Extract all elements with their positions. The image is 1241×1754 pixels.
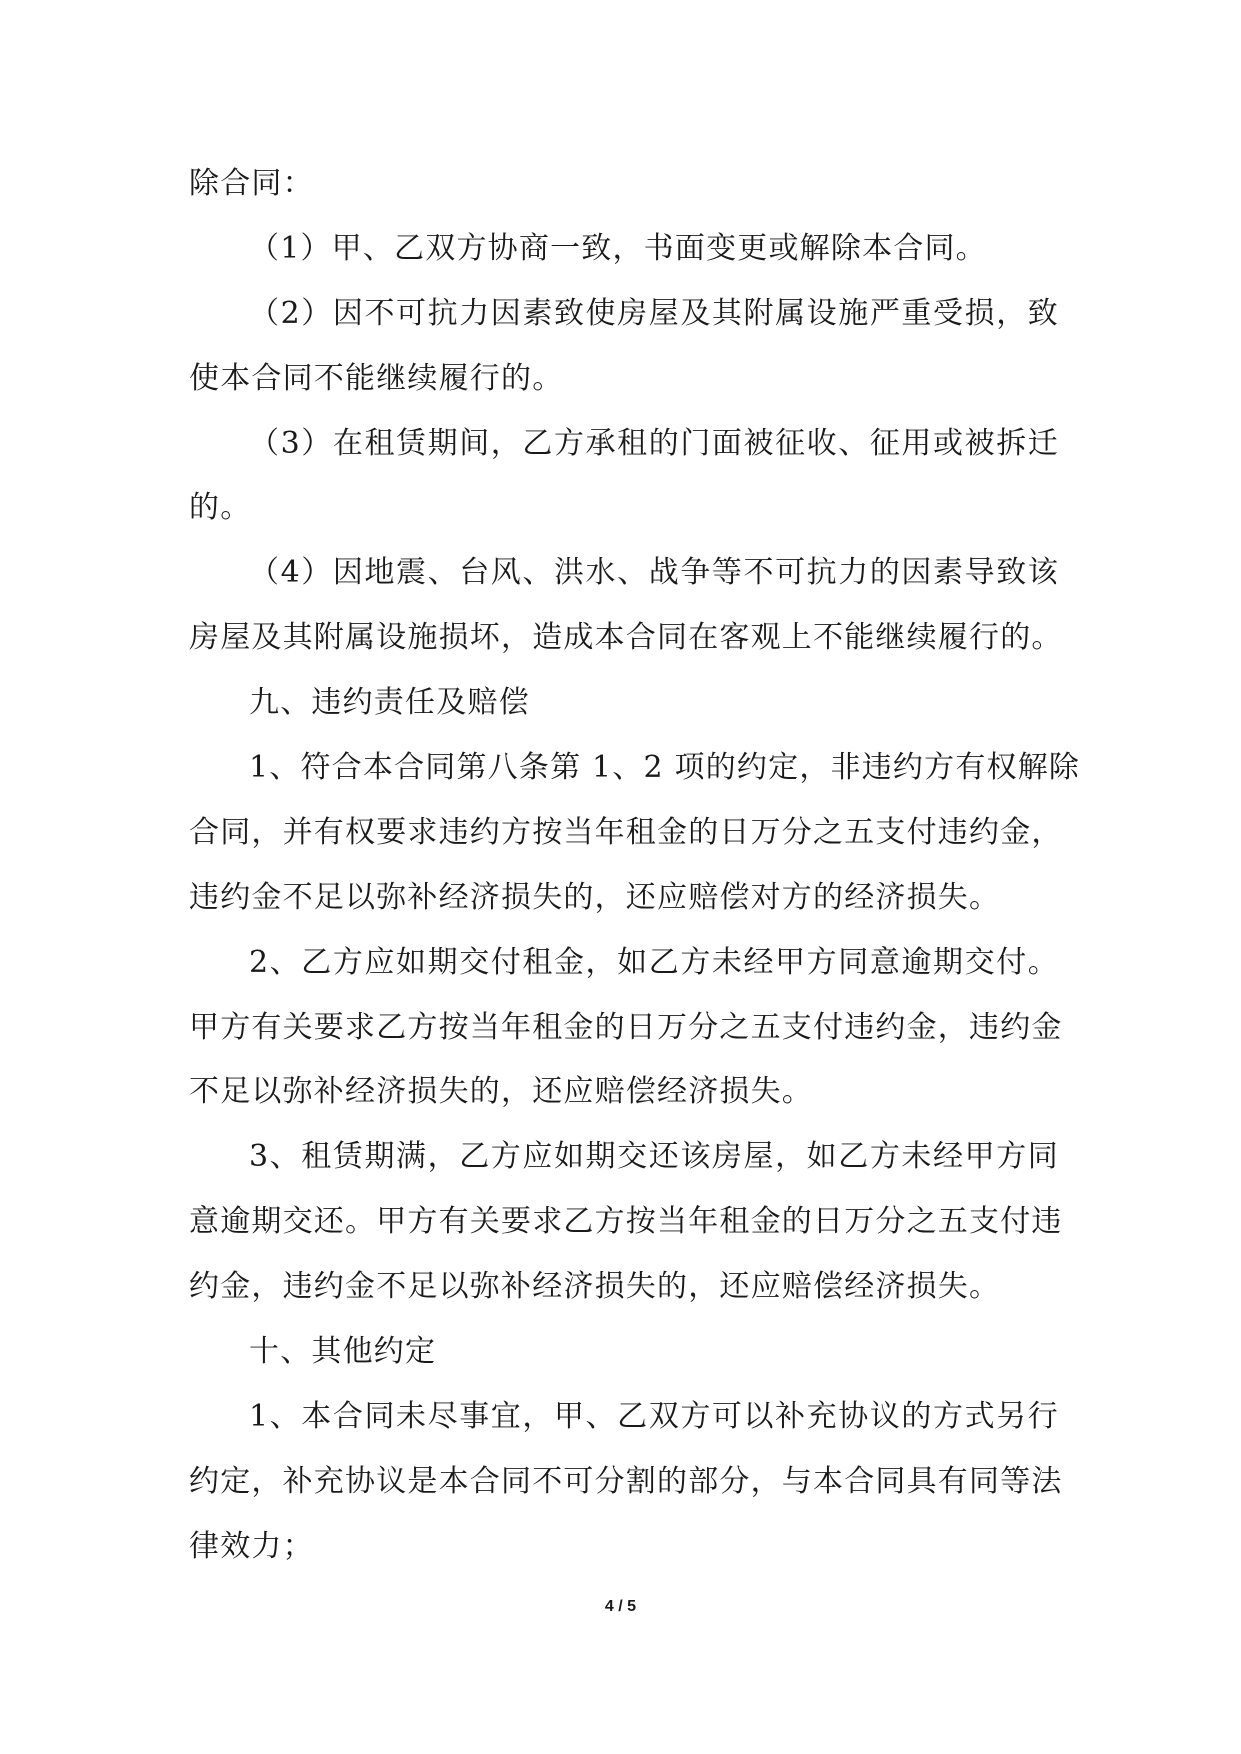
clause-9-1: 1、符合本合同第八条第 1、2 项的约定，非违约方有权解除: [249, 750, 1081, 786]
clause-9-2: 2、乙方应如期交付租金，如乙方未经甲方同意逾期交付。: [249, 944, 1059, 980]
text-line: 不足以弥补经济损失的，还应赔偿经济损失。: [189, 1074, 813, 1110]
text-line: 房屋及其附属设施损坏，造成本合同在客观上不能继续履行的。: [189, 620, 1063, 656]
document-body: [189, 152, 1081, 1580]
text-line: 意逾期交还。甲方有关要求乙方按当年租金的日万分之五支付违: [189, 1204, 1063, 1240]
text-line: 约定，补充协议是本合同不可分割的部分，与本合同具有同等法: [189, 1463, 1063, 1499]
list-item-1: （1）甲、乙双方协商一致，书面变更或解除本合同。: [249, 230, 987, 266]
text-line: 违约金不足以弥补经济损失的，还应赔偿对方的经济损失。: [189, 879, 1001, 915]
clause-10-1: 1、本合同未尽事宜，甲、乙双方可以补充协议的方式另行: [249, 1398, 1059, 1434]
text-line: 律效力；: [189, 1528, 314, 1564]
text-line: 除合同：: [189, 166, 314, 201]
page-number: 4 / 5: [604, 1598, 637, 1615]
list-item-2: （2）因不可抗力因素致使房屋及其附属设施严重受损，致: [249, 295, 1059, 331]
text-line: 使本合同不能继续履行的。: [189, 360, 564, 396]
text-line: 的。: [189, 490, 252, 526]
section-heading-10: 十、其他约定: [249, 1334, 437, 1370]
text-line: 约金，违约金不足以弥补经济损失的，还应赔偿经济损失。: [189, 1269, 1001, 1305]
section-heading-9: 九、违约责任及赔偿: [249, 685, 530, 721]
list-item-4: （4）因地震、台风、洪水、战争等不可抗力的因素导致该: [249, 555, 1059, 591]
text-line: 合同，并有权要求违约方按当年租金的日万分之五支付违约金，: [189, 814, 1063, 850]
list-item-3: （3）在租赁期间，乙方承租的门面被征收、征用或被拆迁: [249, 425, 1059, 461]
clause-9-3: 3、租赁期满，乙方应如期交还该房屋，如乙方未经甲方同: [249, 1139, 1059, 1175]
text-line: 甲方有关要求乙方按当年租金的日万分之五支付违约金，违约金: [189, 1009, 1063, 1045]
